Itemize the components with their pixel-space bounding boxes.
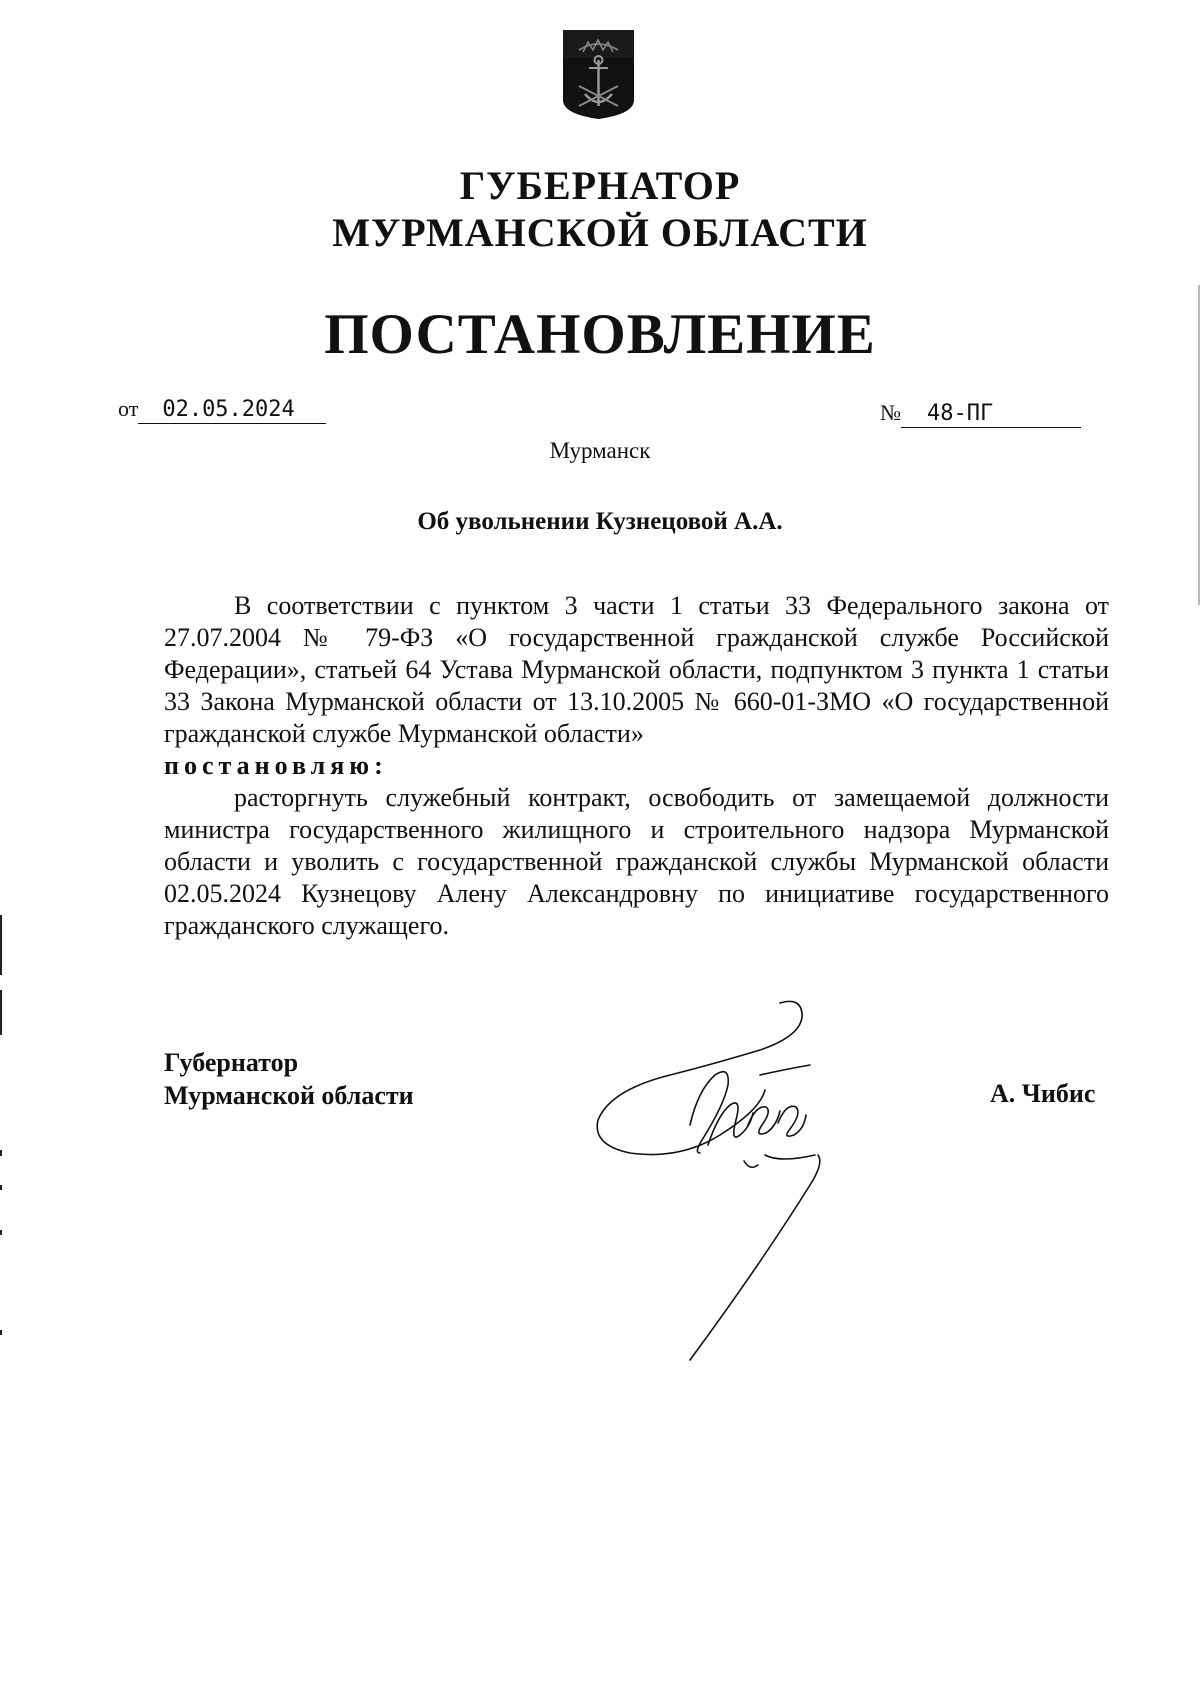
signatory-title-line2: Мурманской области [164, 1081, 414, 1110]
scan-edge-mark [0, 990, 2, 1035]
signatory-title-line1: Губернатор [164, 1048, 299, 1077]
city-label: Мурманск [549, 438, 651, 463]
scan-edge-mark [0, 1230, 2, 1235]
org-title-line1: ГУБЕРНАТОР [459, 163, 741, 208]
org-title-line2: МУРМАНСКОЙ ОБЛАСТИ [332, 210, 868, 255]
scan-edge-mark [0, 915, 2, 975]
date-value: 02.05.2024 [138, 397, 326, 424]
resolve-word: постановляю: [164, 751, 388, 780]
document-type-heading: ПОСТАНОВЛЕНИЕ [324, 303, 876, 366]
number-field [880, 400, 1081, 428]
handwritten-signature-icon [590, 995, 870, 1365]
body-paragraph-decision: расторгнуть служебный контракт, освободить от замещаемой должности министра государственного жилищного и строительного надзора Мурманской области и уволить с государственной гражданской службы Мурманской области 02.05.2024 Кузнецову Алену Александровну по инициативе государственного гражданского служащего. [164, 783, 1109, 940]
date-prefix: от [118, 396, 139, 421]
scan-edge-mark [0, 1150, 2, 1156]
body-paragraph-basis: В соответствии с пунктом 3 части 1 статьи 33 Федерального закона от 27.07.2004 № 79-ФЗ «О государственной гражданской службе Российской Федерации», статьей 64 Устава Мурманской области, подпунктом 3 пункта 1 статьи 33 Закона Мурманской области от 13.10.2005 № 660-01-ЗМО «О государственной гражданской службе Мурманской области» [164, 591, 1109, 748]
number-value: 48-ПГ [901, 401, 1081, 428]
number-prefix: № [880, 400, 901, 425]
date-field [118, 396, 326, 424]
document-body [164, 590, 1109, 942]
signatory-name: А. Чибис [990, 1079, 1096, 1108]
signatory-title [164, 1046, 414, 1112]
scan-edge-mark [0, 1185, 2, 1190]
document-subject: Об увольнении Кузнецовой А.А. [417, 508, 783, 535]
coat-of-arms-emblem-icon [561, 28, 636, 121]
scan-edge-mark [0, 1330, 2, 1335]
